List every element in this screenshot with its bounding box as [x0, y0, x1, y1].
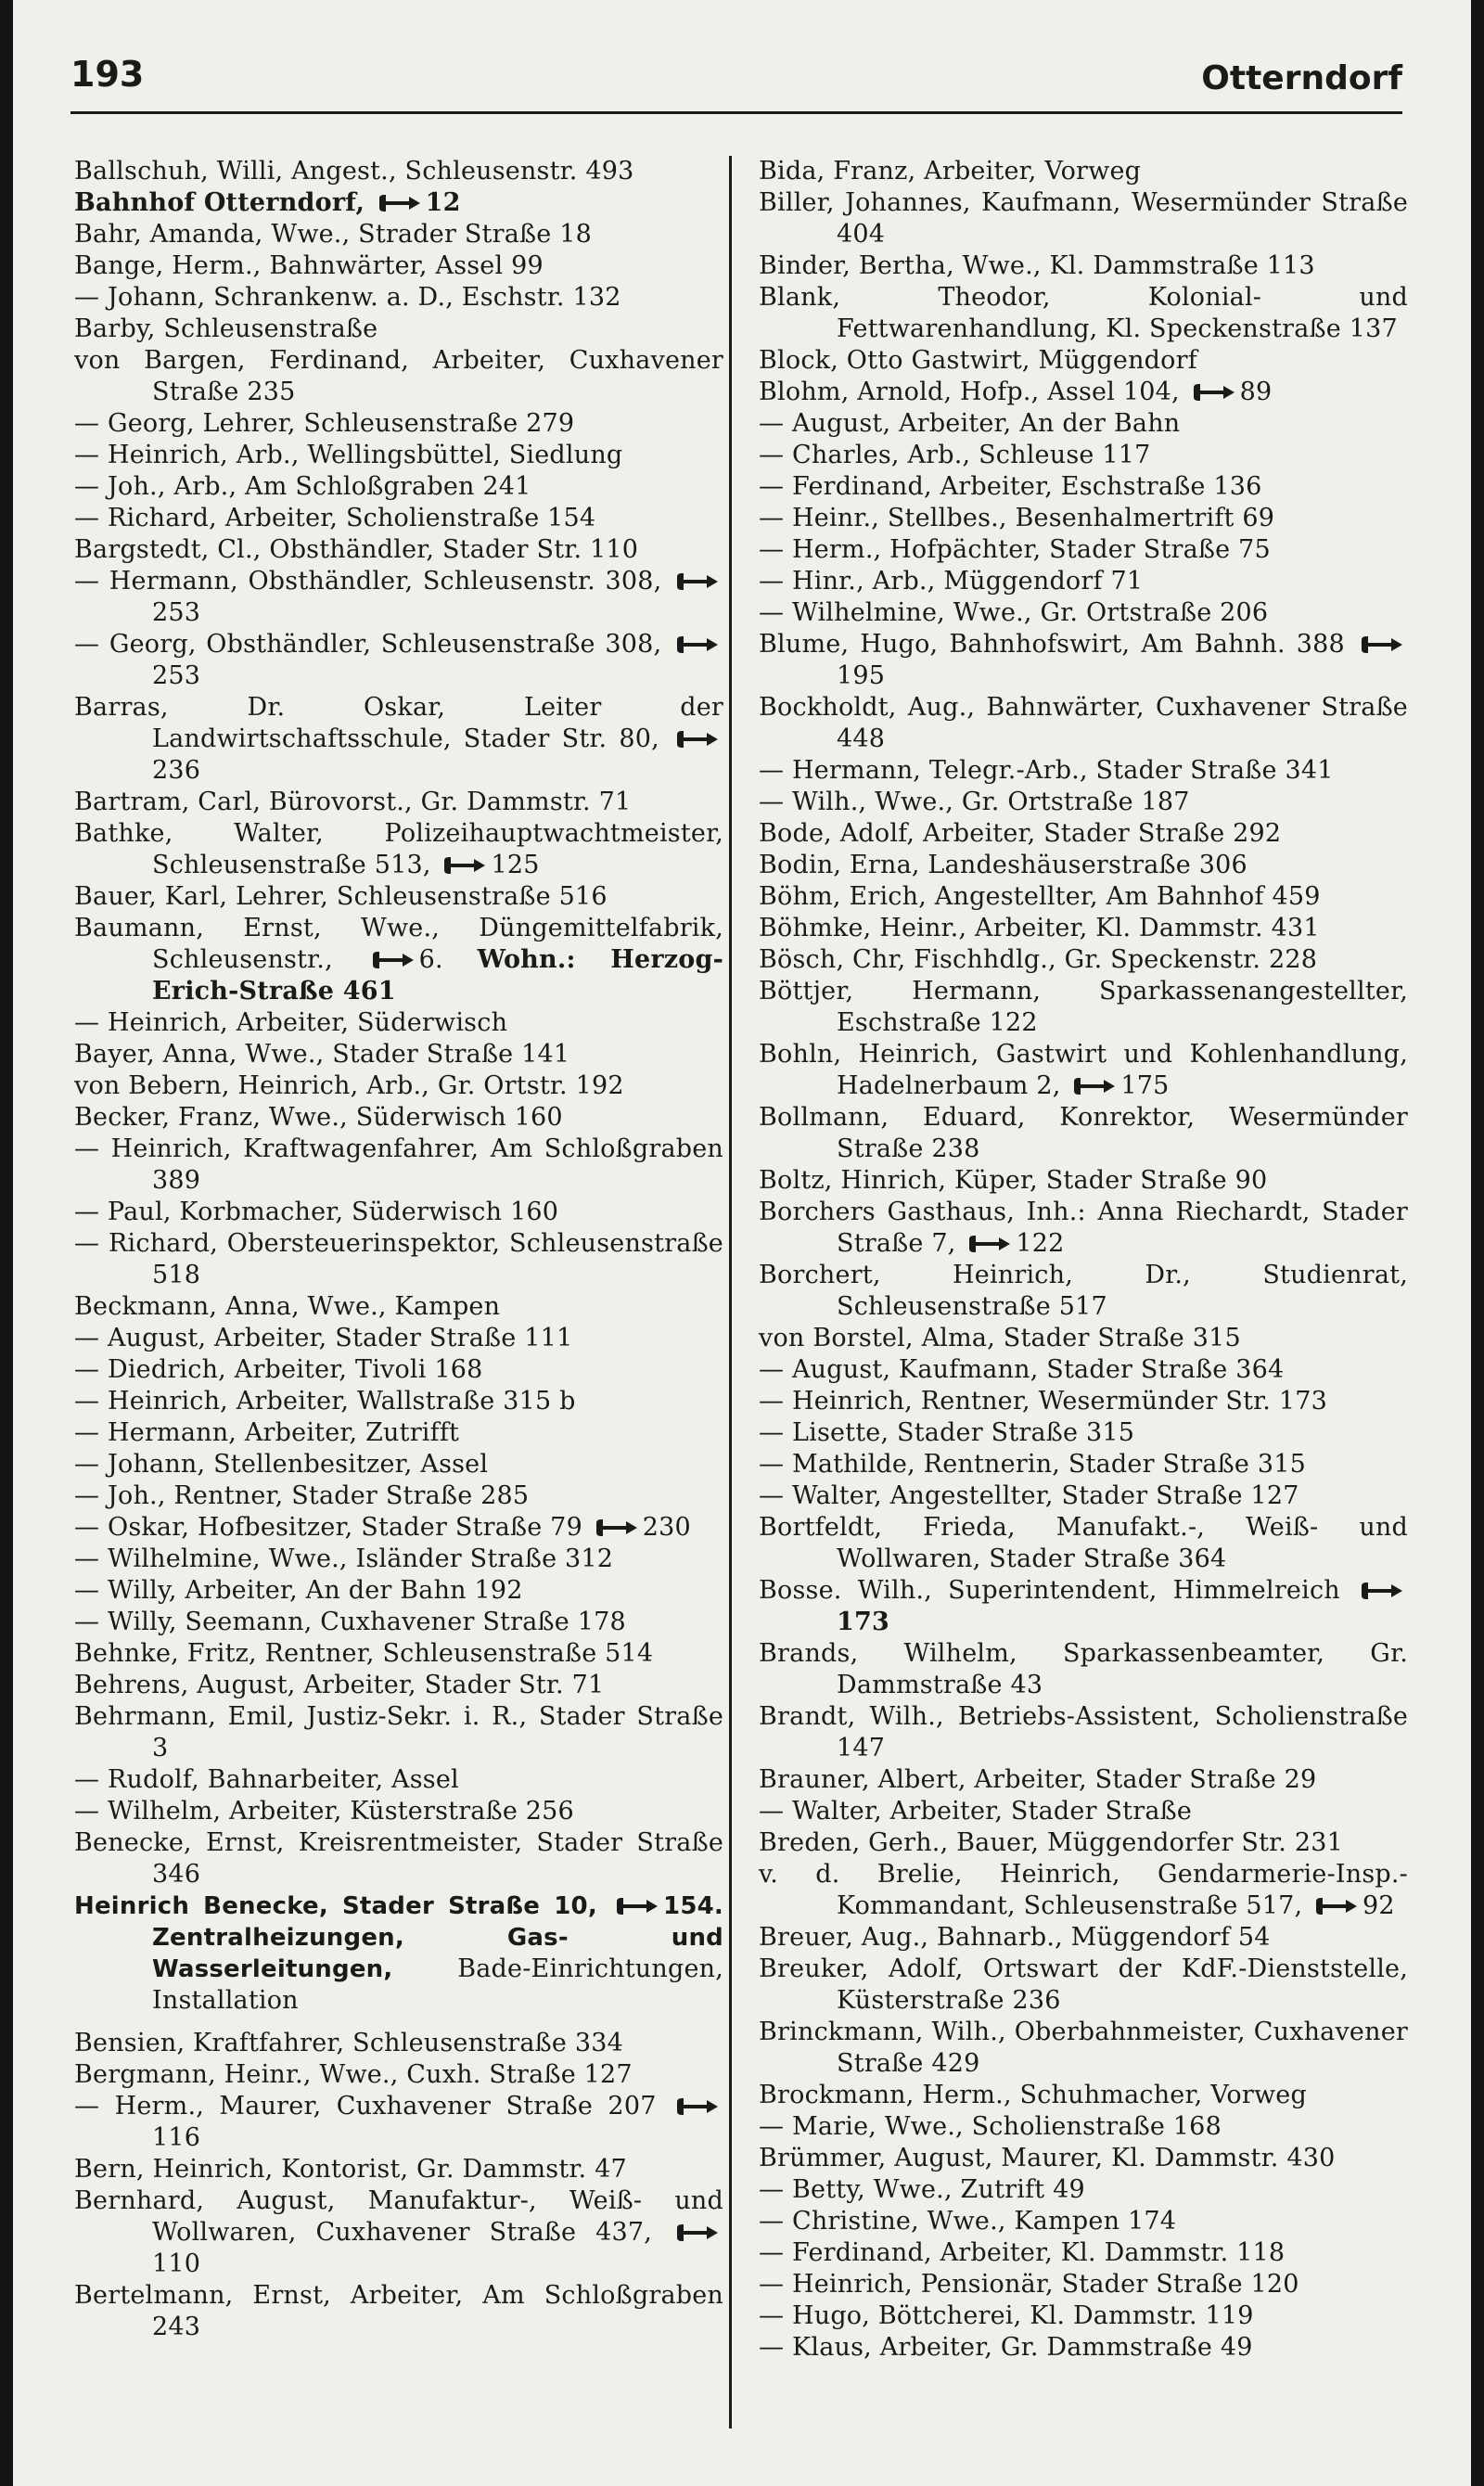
phone-number: 6.	[418, 945, 443, 974]
directory-entry	[759, 1954, 1408, 2017]
telephone-icon	[442, 855, 487, 876]
phone-number: 116	[152, 2123, 201, 2152]
entry-text: Baumann, Ernst, Wwe., Düngemittelfabrik, Schleusenstr.,	[74, 914, 723, 974]
directory-entry	[759, 1796, 1408, 1827]
directory-entry	[74, 913, 723, 1007]
entry-text: Brinckmann, Wilh., Oberbahnmeister, Cuxhavener Straße 429	[759, 2018, 1408, 2078]
telephone-icon	[675, 2096, 720, 2117]
telephone-icon	[1192, 382, 1236, 403]
entry-text: Böhmke, Heinr., Arbeiter, Kl. Dammstr. 431	[759, 914, 1320, 942]
entry-text: Brockmann, Herm., Schuhmacher, Vorweg	[759, 2081, 1307, 2109]
directory-entry	[74, 1134, 723, 1197]
entry-text: — Johann, Stellenbesitzer, Assel	[74, 1450, 489, 1479]
directory-entry	[759, 1197, 1408, 1260]
phone-number: 110	[152, 2249, 201, 2278]
directory-entry	[759, 250, 1408, 282]
directory-entry	[759, 1638, 1408, 1701]
directory-entry	[759, 787, 1408, 818]
phone-number: 230	[642, 1513, 691, 1542]
directory-entry	[74, 282, 723, 314]
telephone-icon	[1072, 1076, 1117, 1096]
entry-text: von Bebern, Heinrich, Arb., Gr. Ortstr. 192	[74, 1071, 624, 1100]
directory-entry	[74, 1827, 723, 1890]
directory-entry	[74, 692, 723, 787]
entry-text: — Walter, Arbeiter, Stader Straße	[759, 1797, 1193, 1826]
directory-entry	[74, 818, 723, 881]
directory-entry	[759, 2300, 1408, 2332]
entry-text: Biller, Johannes, Kaufmann, Wesermünder Straße 404	[759, 188, 1408, 249]
directory-entry	[74, 314, 723, 345]
directory-entry	[759, 2269, 1408, 2300]
entry-text: — Christine, Wwe., Kampen 174	[759, 2207, 1177, 2236]
directory-entry	[759, 534, 1408, 566]
entry-text: — Oskar, Hofbesitzer, Stader Straße 79	[74, 1513, 582, 1542]
entry-text: — Johann, Schrankenw. a. D., Eschstr. 132	[74, 283, 621, 312]
telephone-icon	[675, 2223, 720, 2243]
directory-entry	[74, 1480, 723, 1512]
directory-entry	[74, 1449, 723, 1480]
header-rule	[70, 111, 1402, 114]
entry-text: Bortfeldt, Frieda, Manufakt.-, Weiß- und Wollwaren, Stader Straße 364	[759, 1513, 1408, 1573]
directory-entry	[759, 1575, 1408, 1638]
entry-text: Bange, Herm., Bahnwärter, Assel 99	[74, 251, 544, 280]
advertisement-entry	[74, 1890, 723, 2017]
entry-text: Bohln, Heinrich, Gastwirt und Kohlenhandlung, Hadelnerbaum 2,	[759, 1040, 1408, 1100]
directory-entry	[759, 1859, 1408, 1922]
entry-text: — Hermann, Arbeiter, Zutrifft	[74, 1418, 460, 1447]
entry-text: — Ferdinand, Arbeiter, Eschstraße 136	[759, 472, 1262, 501]
entry-text: Block, Otto Gastwirt, Müggendorf	[759, 346, 1197, 375]
directory-page	[13, 0, 1471, 2486]
entry-text: — Wilhelmine, Wwe., Gr. Ortstraße 206	[759, 598, 1269, 627]
directory-entry	[759, 345, 1408, 377]
entry-text: Breden, Gerh., Bauer, Müggendorfer Str. 231	[759, 1828, 1344, 1857]
directory-entry	[759, 1165, 1408, 1197]
directory-entry	[759, 2206, 1408, 2237]
phone-number: 253	[152, 598, 201, 627]
directory-entry	[759, 156, 1408, 187]
directory-entry	[759, 2332, 1408, 2364]
directory-entry	[74, 250, 723, 282]
directory-entry	[74, 2028, 723, 2059]
entry-text: — Heinrich, Rentner, Wesermünder Str. 173	[759, 1387, 1327, 1416]
phone-number: 175	[1120, 1071, 1170, 1100]
entry-text: Böhm, Erich, Angestellter, Am Bahnhof 459	[759, 882, 1321, 911]
phone-number: 236	[152, 756, 201, 785]
directory-entry	[759, 440, 1408, 471]
entry-text: v. d. Brelie, Heinrich, Gendarmerie-Insp.-Kommandant, Schleusenstraße 517,	[759, 1860, 1408, 1920]
directory-entry	[74, 187, 723, 219]
entry-text: — Herm., Maurer, Cuxhavener Straße 207	[74, 2092, 657, 2121]
entry-text: Bida, Franz, Arbeiter, Vorweg	[759, 157, 1142, 186]
entry-text: — Heinr., Stellbes., Besenhalmertrift 69	[759, 504, 1275, 532]
directory-entry	[759, 1764, 1408, 1796]
directory-entry	[759, 1260, 1408, 1323]
directory-entry	[74, 566, 723, 629]
entry-text: — Diedrich, Arbeiter, Tivoli 168	[74, 1355, 483, 1384]
directory-entry	[759, 1039, 1408, 1102]
entry-text: — Heinrich, Arb., Wellingsbüttel, Siedlung	[74, 441, 623, 469]
directory-entry	[759, 1417, 1408, 1449]
entry-text: Bahr, Amanda, Wwe., Strader Straße 18	[74, 220, 592, 249]
entry-text: Brandt, Wilh., Betriebs-Assistent, Scholienstraße 147	[759, 1702, 1408, 1762]
entry-text: — Joh., Arb., Am Schloßgraben 241	[74, 472, 531, 501]
directory-entry	[759, 1354, 1408, 1386]
directory-entry	[759, 503, 1408, 534]
directory-entry	[74, 1764, 723, 1796]
telephone-icon	[1360, 634, 1404, 655]
entry-text: Heinrich Benecke, Stader Straße 10,	[74, 1892, 597, 1920]
directory-entry	[759, 1922, 1408, 1954]
directory-entry	[759, 1512, 1408, 1575]
telephone-icon	[377, 193, 422, 213]
entry-text: Breuker, Adolf, Ortswart der KdF.-Dienststelle, Küsterstraße 236	[759, 1954, 1408, 2015]
entry-text: — Willy, Arbeiter, An der Bahn 192	[74, 1576, 523, 1605]
directory-entry	[759, 2237, 1408, 2269]
telephone-icon	[675, 634, 720, 655]
entry-text: — Charles, Arb., Schleuse 117	[759, 441, 1151, 469]
telephone-icon	[675, 729, 720, 750]
directory-entry	[759, 2111, 1408, 2143]
directory-entry	[74, 1670, 723, 1701]
directory-entry	[74, 1102, 723, 1134]
directory-entry	[759, 944, 1408, 976]
entry-text: — Georg, Lehrer, Schleusenstraße 279	[74, 409, 575, 438]
directory-entry	[759, 597, 1408, 629]
entry-text: Brümmer, August, Maurer, Kl. Dammstr. 430	[759, 2144, 1336, 2172]
entry-text: — August, Kaufmann, Stader Straße 364	[759, 1355, 1285, 1384]
directory-entry	[759, 282, 1408, 345]
directory-entry	[74, 534, 723, 566]
entry-text: — Lisette, Stader Straße 315	[759, 1418, 1135, 1447]
directory-entry	[74, 156, 723, 187]
phone-number: 173	[837, 1608, 889, 1636]
entry-text: Bahnhof Otterndorf,	[74, 188, 365, 217]
directory-entry	[74, 1323, 723, 1354]
directory-entry	[74, 1607, 723, 1638]
entry-text: — Georg, Obsthändler, Schleusenstraße 308,	[74, 630, 662, 659]
directory-entry	[74, 1197, 723, 1228]
directory-entry	[759, 1480, 1408, 1512]
directory-entry	[74, 2059, 723, 2091]
entry-text: — Richard, Arbeiter, Scholienstraße 154	[74, 504, 596, 532]
directory-entry	[74, 1701, 723, 1764]
entry-text: von Bargen, Ferdinand, Arbeiter, Cuxhavener Straße 235	[74, 346, 723, 406]
directory-entry	[759, 629, 1408, 692]
directory-entry	[759, 566, 1408, 597]
directory-entry	[759, 2080, 1408, 2111]
entry-text: Borchert, Heinrich, Dr., Studienrat, Schleusenstraße 517	[759, 1261, 1408, 1321]
entry-text: Bollmann, Eduard, Konrektor, Wesermünder Straße 238	[759, 1103, 1408, 1163]
directory-entry	[74, 1228, 723, 1291]
entry-text: Böttjer, Hermann, Sparkassenangestellter, Eschstraße 122	[759, 977, 1408, 1037]
entry-text: Behrens, August, Arbeiter, Stader Str. 71	[74, 1671, 605, 1699]
directory-entry	[74, 2185, 723, 2280]
directory-entry	[759, 377, 1408, 408]
entry-text: Bertelmann, Ernst, Arbeiter, Am Schloßgraben 243	[74, 2281, 723, 2341]
directory-entry	[759, 976, 1408, 1039]
entry-text: Bartram, Carl, Bürovorst., Gr. Dammstr. 71	[74, 788, 632, 816]
directory-entry	[74, 629, 723, 692]
directory-entry	[74, 1354, 723, 1386]
running-head-town: Otterndorf	[1201, 59, 1402, 97]
entry-text: Blume, Hugo, Bahnhofswirt, Am Bahnh. 388	[759, 630, 1345, 659]
phone-number: 253	[152, 661, 201, 690]
directory-entry	[74, 219, 723, 250]
directory-entry	[74, 408, 723, 440]
directory-entry	[74, 503, 723, 534]
directory-entry	[759, 1827, 1408, 1859]
entry-text: — Rudolf, Bahnarbeiter, Assel	[74, 1765, 459, 1794]
entry-text: — Wilh., Wwe., Gr. Ortstraße 187	[759, 788, 1190, 816]
directory-entry	[759, 1102, 1408, 1165]
directory-entry	[759, 1386, 1408, 1417]
entry-text: Bosse. Wilh., Superintendent, Himmelreich	[759, 1576, 1340, 1605]
entry-text: Becker, Franz, Wwe., Süderwisch 160	[74, 1103, 563, 1132]
directory-entry	[74, 787, 723, 818]
entry-text: — Joh., Rentner, Stader Straße 285	[74, 1481, 530, 1510]
directory-entry	[74, 1512, 723, 1544]
entry-text: — Wilhelm, Arbeiter, Küsterstraße 256	[74, 1797, 574, 1826]
directory-entry	[74, 1638, 723, 1670]
entry-text: Barby, Schleusenstraße	[74, 314, 378, 343]
directory-entry	[74, 1039, 723, 1070]
telephone-icon	[1360, 1581, 1404, 1601]
entry-text: Beckmann, Anna, Wwe., Kampen	[74, 1292, 501, 1321]
directory-entry	[759, 2174, 1408, 2206]
entry-text: Ballschuh, Willi, Angest., Schleusenstr. 493	[74, 157, 634, 186]
entry-text: Bargstedt, Cl., Obsthändler, Stader Str. 110	[74, 535, 639, 564]
entry-text: — Hermann, Telegr.-Arb., Stader Straße 341	[759, 756, 1334, 785]
directory-entry	[759, 408, 1408, 440]
entry-text: — Klaus, Arbeiter, Gr. Dammstraße 49	[759, 2333, 1253, 2362]
directory-entry	[74, 1796, 723, 1827]
directory-entry	[74, 2280, 723, 2343]
directory-entry	[759, 755, 1408, 787]
directory-entry	[74, 471, 723, 503]
entry-text: — Heinrich, Arbeiter, Wallstraße 315 b	[74, 1387, 576, 1416]
entry-text: — Heinrich, Pensionär, Stader Straße 120	[759, 2270, 1299, 2299]
entry-text: Brands, Wilhelm, Sparkassenbeamter, Gr. Dammstraße 43	[759, 1639, 1408, 1699]
entry-text: Borchers Gasthaus, Inh.: Anna Riechardt, Stader Straße 7,	[759, 1198, 1408, 1258]
entry-text: Brauner, Albert, Arbeiter, Stader Straße 29	[759, 1765, 1317, 1794]
entry-text: — Ferdinand, Arbeiter, Kl. Dammstr. 118	[759, 2238, 1286, 2267]
entry-text: — Paul, Korbmacher, Süderwisch 160	[74, 1198, 559, 1226]
directory-entry	[759, 881, 1408, 913]
entry-text: Bensien, Kraftfahrer, Schleusenstraße 334	[74, 2029, 623, 2057]
phone-number: 92	[1362, 1891, 1395, 1920]
directory-entry	[74, 2154, 723, 2185]
phone-number: 125	[491, 851, 540, 879]
directory-entry	[74, 1417, 723, 1449]
telephone-icon	[595, 1518, 639, 1538]
entry-text: Boltz, Hinrich, Küper, Stader Straße 90	[759, 1166, 1268, 1195]
directory-entry	[74, 881, 723, 913]
directory-entry	[74, 1386, 723, 1417]
directory-entry	[74, 1544, 723, 1575]
page-number: 193	[70, 54, 145, 95]
entry-text: — Hinr., Arb., Müggendorf 71	[759, 567, 1144, 596]
directory-entry	[759, 2143, 1408, 2174]
entry-suffix: Zentralheizungen, Gas- und Wasserleitungen,	[152, 1924, 723, 1983]
right-column	[759, 156, 1408, 2364]
directory-entry	[759, 913, 1408, 944]
directory-entry	[74, 2091, 723, 2154]
left-column	[74, 156, 723, 2343]
entry-text: — Richard, Obersteuerinspektor, Schleusenstraße 518	[74, 1229, 723, 1289]
entry-text: Binder, Bertha, Wwe., Kl. Dammstraße 113	[759, 251, 1315, 280]
directory-entry	[759, 692, 1408, 755]
directory-entry	[759, 1701, 1408, 1764]
directory-entry	[74, 1575, 723, 1607]
entry-text: Bathke, Walter, Polizeihauptwachtmeister, Schleusenstraße 513,	[74, 819, 723, 879]
entry-text: Bauer, Karl, Lehrer, Schleusenstraße 516	[74, 882, 608, 911]
entry-suffix: Wohn.: Herzog-Erich-Straße 461	[152, 945, 723, 1006]
entry-text: — Willy, Seemann, Cuxhavener Straße 178	[74, 1608, 626, 1636]
phone-number: 195	[837, 661, 886, 690]
directory-entry	[759, 818, 1408, 850]
directory-entry	[74, 345, 723, 408]
entry-text: — Marie, Wwe., Scholienstraße 168	[759, 2112, 1222, 2141]
entry-text: — August, Arbeiter, Stader Straße 111	[74, 1324, 573, 1352]
directory-entry	[759, 2017, 1408, 2080]
entry-text: Bockholdt, Aug., Bahnwärter, Cuxhavener Straße 448	[759, 693, 1408, 753]
phone-number: 122	[1016, 1229, 1065, 1258]
directory-entry	[74, 1291, 723, 1323]
directory-entry	[759, 187, 1408, 250]
directory-entry	[759, 471, 1408, 503]
entry-text: Bergmann, Heinr., Wwe., Cuxh. Straße 127	[74, 2060, 633, 2089]
directory-entry	[759, 850, 1408, 881]
column-divider	[729, 156, 732, 2428]
directory-entry	[759, 1323, 1408, 1354]
phone-number: 89	[1239, 378, 1273, 406]
entry-text: — Betty, Wwe., Zutrift 49	[759, 2175, 1085, 2204]
entry-text: — Hermann, Obsthändler, Schleusenstr. 308,	[74, 567, 662, 596]
entry-text: Breuer, Aug., Bahnarb., Müggendorf 54	[759, 1923, 1271, 1952]
entry-text: — Hugo, Böttcherei, Kl. Dammstr. 119	[759, 2301, 1254, 2330]
entry-text: — Heinrich, Arbeiter, Süderwisch	[74, 1008, 508, 1037]
entry-text: von Borstel, Alma, Stader Straße 315	[759, 1324, 1241, 1352]
entry-text: Bernhard, August, Manufaktur-, Weiß- und Wollwaren, Cuxhavener Straße 437,	[74, 2186, 723, 2247]
entry-text: Bode, Adolf, Arbeiter, Stader Straße 292	[759, 819, 1282, 848]
telephone-icon	[967, 1234, 1012, 1254]
telephone-icon	[371, 950, 416, 970]
entry-text: — Mathilde, Rentnerin, Stader Straße 315	[759, 1450, 1306, 1479]
entry-text: Blohm, Arnold, Hofp., Assel 104,	[759, 378, 1180, 406]
entry-text: Blank, Theodor, Kolonial- und Fettwarenhandlung, Kl. Speckenstraße 137	[759, 283, 1408, 343]
entry-text: Barras, Dr. Oskar, Leiter der Landwirtschaftsschule, Stader Str. 80,	[74, 693, 723, 753]
entry-text: Behnke, Fritz, Rentner, Schleusenstraße 514	[74, 1639, 654, 1668]
entry-text: Bodin, Erna, Landeshäuserstraße 306	[759, 851, 1247, 879]
telephone-icon	[675, 571, 720, 592]
phone-number: 12	[425, 188, 461, 217]
entry-text: — Herm., Hofpächter, Stader Straße 75	[759, 535, 1271, 564]
entry-text: Bern, Heinrich, Kontorist, Gr. Dammstr. 47	[74, 2155, 627, 2184]
entry-text: — Heinrich, Kraftwagenfahrer, Am Schloßgraben 389	[74, 1134, 723, 1195]
directory-entry	[74, 1007, 723, 1039]
telephone-icon	[1314, 1896, 1359, 1916]
entry-text: — Walter, Angestellter, Stader Straße 127	[759, 1481, 1299, 1510]
telephone-icon	[615, 1896, 659, 1916]
phone-number: 154.	[663, 1892, 723, 1920]
entry-text: Benecke, Ernst, Kreisrentmeister, Stader Straße 346	[74, 1828, 723, 1889]
entry-text: — Wilhelmine, Wwe., Isländer Straße 312	[74, 1544, 614, 1573]
entry-text: Behrmann, Emil, Justiz-Sekr. i. R., Stader Straße 3	[74, 1702, 723, 1762]
entry-text: — August, Arbeiter, An der Bahn	[759, 409, 1181, 438]
directory-entry	[74, 440, 723, 471]
entry-text: Bayer, Anna, Wwe., Stader Straße 141	[74, 1040, 570, 1069]
entry-tail: Bade-Einrichtungen, Installation	[152, 1954, 723, 2015]
directory-entry	[74, 1070, 723, 1102]
directory-entry	[759, 1449, 1408, 1480]
entry-text: Bösch, Chr, Fischhdlg., Gr. Speckenstr. 228	[759, 945, 1318, 974]
